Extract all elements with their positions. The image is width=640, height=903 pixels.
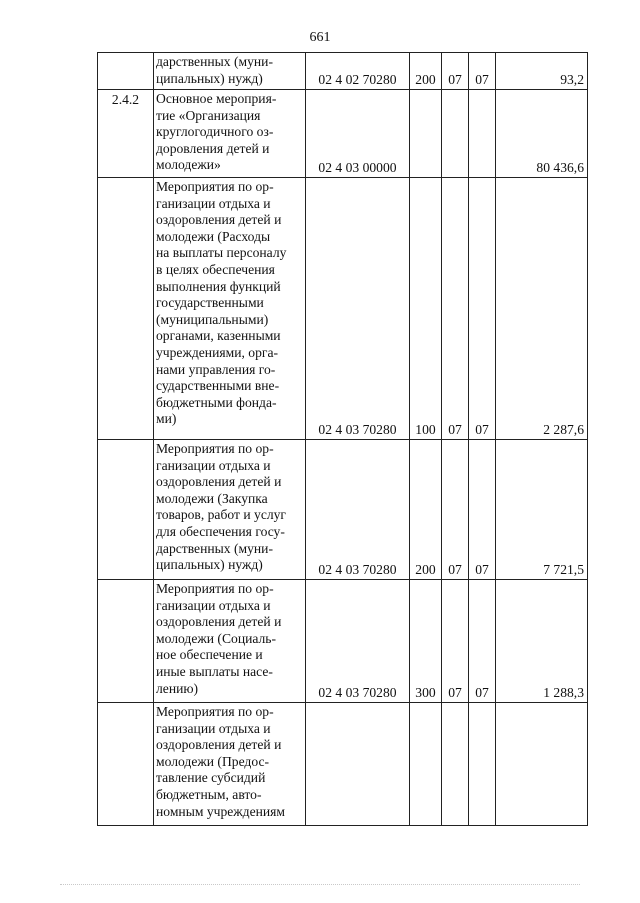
row-sum: 80 436,6 xyxy=(496,90,588,178)
table-row xyxy=(98,178,588,440)
row-expense-type xyxy=(410,703,442,826)
budget-table xyxy=(97,52,588,826)
table-row xyxy=(98,703,588,826)
row-number xyxy=(98,440,154,580)
row-target-code: 02 4 03 70280 xyxy=(306,580,410,703)
row-target-code: 02 4 03 00000 xyxy=(306,90,410,178)
table-row xyxy=(98,90,588,178)
page-number: 661 xyxy=(309,30,331,45)
row-name: Основное мероприя- тие «Организация круглогодичного оз- доровления детей и молодежи» xyxy=(154,90,306,178)
row-name: Мероприятия по ор- ганизации отдыха и оздоровления детей и молодежи (Расходы на выплаты персоналу в целях обеспечения выполнения функций государственными (муниципальными) органами, казенными учреждениями, орга- нами управления го- сударственными вне- бюджетными фонда- ми) xyxy=(154,178,306,440)
row-target-code: 02 4 03 70280 xyxy=(306,440,410,580)
row-number xyxy=(98,53,154,90)
row-subsection: 07 xyxy=(469,580,496,703)
table-row xyxy=(98,580,588,703)
row-section: 07 xyxy=(442,440,469,580)
row-name: дарственных (муни- ципальных) нужд) xyxy=(154,53,306,90)
table-row xyxy=(98,440,588,580)
row-name: Мероприятия по ор- ганизации отдыха и оздоровления детей и молодежи (Социаль- ное обеспечение и иные выплаты насе- лению) xyxy=(154,580,306,703)
scan-artifact xyxy=(60,884,580,887)
row-section: 07 xyxy=(442,53,469,90)
table-row xyxy=(98,53,588,90)
row-sum: 93,2 xyxy=(496,53,588,90)
row-expense-type xyxy=(410,90,442,178)
row-expense-type: 200 xyxy=(410,53,442,90)
row-number xyxy=(98,703,154,826)
row-sum: 2 287,6 xyxy=(496,178,588,440)
row-subsection xyxy=(469,703,496,826)
row-name: Мероприятия по ор- ганизации отдыха и оздоровления детей и молодежи (Предос- тавление субсидий бюджетным, авто- номным учреждениям xyxy=(154,703,306,826)
row-section xyxy=(442,90,469,178)
row-section: 07 xyxy=(442,178,469,440)
row-subsection xyxy=(469,90,496,178)
row-target-code xyxy=(306,703,410,826)
row-subsection: 07 xyxy=(469,440,496,580)
row-name: Мероприятия по ор- ганизации отдыха и оздоровления детей и молодежи (Закупка товаров, работ и услуг для обеспечения госу- дарственных (муни- ципальных) нужд) xyxy=(154,440,306,580)
row-sum: 7 721,5 xyxy=(496,440,588,580)
row-sum: 1 288,3 xyxy=(496,580,588,703)
row-expense-type: 300 xyxy=(410,580,442,703)
row-number: 2.4.2 xyxy=(98,90,154,178)
row-subsection: 07 xyxy=(469,53,496,90)
row-sum xyxy=(496,703,588,826)
row-target-code: 02 4 02 70280 xyxy=(306,53,410,90)
row-subsection: 07 xyxy=(469,178,496,440)
row-expense-type: 100 xyxy=(410,178,442,440)
row-section: 07 xyxy=(442,580,469,703)
row-number xyxy=(98,178,154,440)
row-number xyxy=(98,580,154,703)
row-expense-type: 200 xyxy=(410,440,442,580)
row-target-code: 02 4 03 70280 xyxy=(306,178,410,440)
row-section xyxy=(442,703,469,826)
